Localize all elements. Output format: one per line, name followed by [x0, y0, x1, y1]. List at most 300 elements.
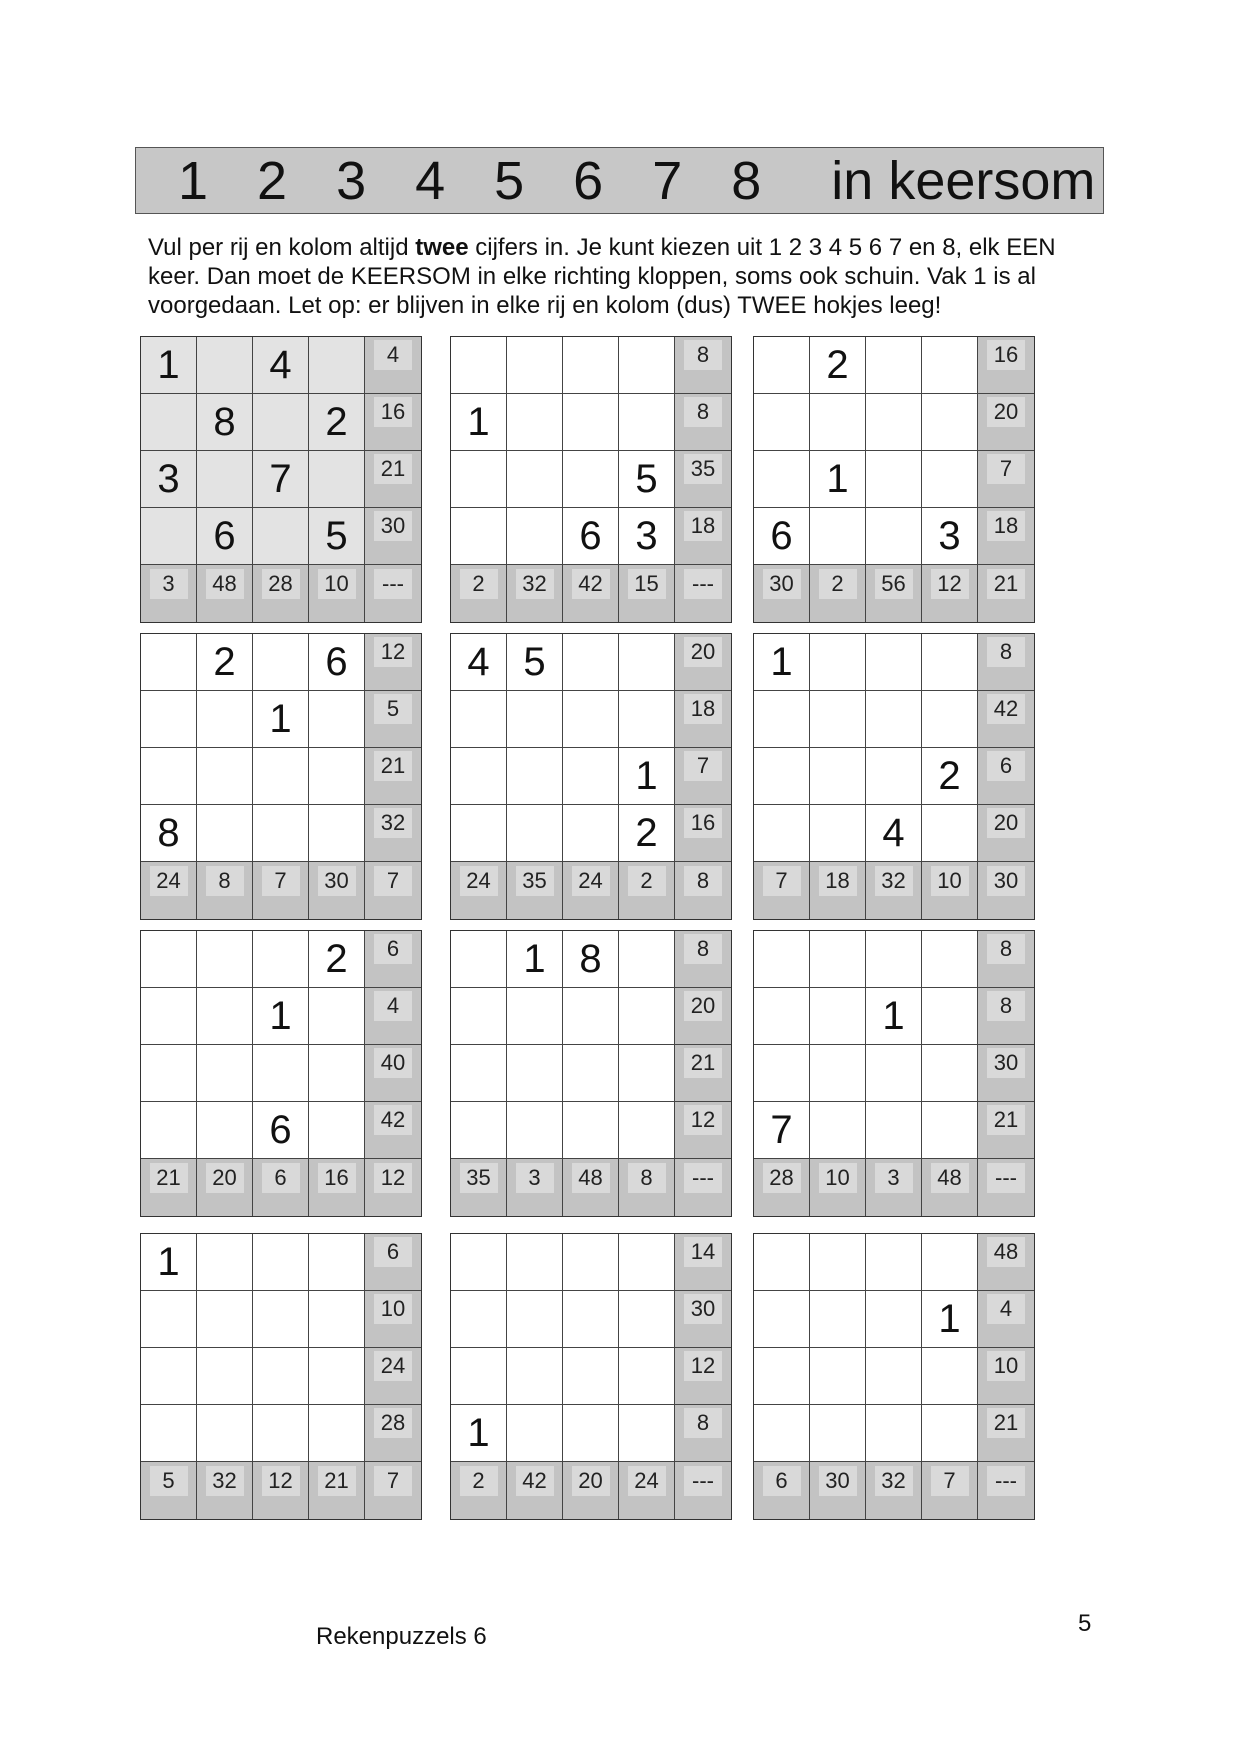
empty-cell[interactable]	[141, 1348, 197, 1405]
column-product-value: 12	[931, 569, 969, 599]
footer-text: Rekenpuzzels 6	[316, 1623, 487, 1650]
empty-cell[interactable]	[922, 1234, 978, 1291]
empty-cell[interactable]	[507, 1348, 563, 1405]
empty-cell[interactable]	[451, 988, 507, 1045]
column-product-clue	[563, 1159, 619, 1216]
column-product-clue	[197, 1462, 253, 1519]
empty-cell[interactable]	[507, 337, 563, 394]
empty-cell[interactable]	[754, 931, 810, 988]
empty-cell[interactable]	[563, 1348, 619, 1405]
empty-cell[interactable]	[253, 508, 309, 565]
column-product-clue	[563, 565, 619, 622]
column-product-clue	[619, 1159, 675, 1216]
column-product-value: 56	[875, 569, 913, 599]
column-product-value: 6	[262, 1163, 300, 1193]
empty-cell[interactable]	[810, 1234, 866, 1291]
empty-cell[interactable]	[563, 748, 619, 805]
puzzle-grid	[450, 336, 732, 623]
empty-cell[interactable]	[922, 1405, 978, 1462]
empty-cell[interactable]	[253, 748, 309, 805]
diagonal-product-clue	[675, 1462, 731, 1519]
empty-cell[interactable]	[253, 1234, 309, 1291]
empty-cell[interactable]	[141, 634, 197, 691]
row-product-value: 10	[987, 1351, 1025, 1381]
empty-cell[interactable]	[563, 988, 619, 1045]
empty-cell[interactable]	[309, 451, 365, 508]
empty-cell[interactable]	[451, 1045, 507, 1102]
row-product-clue	[978, 1045, 1034, 1102]
diagonal-product-clue	[675, 862, 731, 919]
empty-cell[interactable]	[563, 691, 619, 748]
diagonal-product-clue	[365, 1159, 421, 1216]
column-product-value: 5	[150, 1466, 188, 1496]
empty-cell[interactable]	[507, 1102, 563, 1159]
empty-cell[interactable]	[451, 451, 507, 508]
row-product-clue	[675, 988, 731, 1045]
column-product-clue	[253, 1462, 309, 1519]
given-digit-cell: 1	[922, 1291, 978, 1348]
empty-cell[interactable]	[866, 1405, 922, 1462]
column-product-value: 42	[572, 569, 610, 599]
column-product-value: 24	[628, 1466, 666, 1496]
empty-cell[interactable]	[141, 1045, 197, 1102]
column-product-clue	[866, 565, 922, 622]
puzzle-grid	[140, 336, 422, 623]
empty-cell[interactable]	[866, 508, 922, 565]
row-product-value: 20	[684, 637, 722, 667]
column-product-value: 7	[931, 1466, 969, 1496]
empty-cell[interactable]	[563, 451, 619, 508]
empty-cell[interactable]	[866, 634, 922, 691]
given-digit-cell: 1	[141, 337, 197, 394]
empty-cell[interactable]	[563, 1102, 619, 1159]
empty-cell[interactable]	[563, 394, 619, 451]
column-product-value: 30	[763, 569, 801, 599]
row-product-clue	[365, 508, 421, 565]
row-product-clue	[978, 1405, 1034, 1462]
column-product-clue	[922, 862, 978, 919]
empty-cell[interactable]	[866, 337, 922, 394]
empty-cell[interactable]	[810, 1291, 866, 1348]
row-product-clue	[978, 748, 1034, 805]
diagonal-product-value: 7	[374, 1466, 412, 1496]
empty-cell[interactable]	[253, 634, 309, 691]
puzzle-grid	[450, 1233, 732, 1520]
column-product-value: 2	[819, 569, 857, 599]
column-product-clue	[253, 1159, 309, 1216]
column-product-value: 8	[628, 1163, 666, 1193]
column-product-clue	[754, 565, 810, 622]
empty-cell[interactable]	[197, 1405, 253, 1462]
empty-cell[interactable]	[866, 394, 922, 451]
puzzle-grid	[140, 633, 422, 920]
column-product-value: 15	[628, 569, 666, 599]
row-product-clue	[365, 988, 421, 1045]
empty-cell[interactable]	[197, 748, 253, 805]
column-product-clue	[754, 1159, 810, 1216]
given-digit-cell: 2	[922, 748, 978, 805]
column-product-value: 35	[460, 1163, 498, 1193]
empty-cell[interactable]	[810, 508, 866, 565]
empty-cell[interactable]	[922, 1102, 978, 1159]
column-product-clue	[866, 1462, 922, 1519]
column-product-value: 24	[460, 866, 498, 896]
empty-cell[interactable]	[754, 691, 810, 748]
row-product-value: 30	[684, 1294, 722, 1324]
row-product-clue	[675, 748, 731, 805]
empty-cell[interactable]	[507, 988, 563, 1045]
row-product-value: 21	[374, 454, 412, 484]
row-product-value: 4	[987, 1294, 1025, 1324]
empty-cell[interactable]	[507, 451, 563, 508]
column-product-value: 35	[516, 866, 554, 896]
row-product-clue	[365, 691, 421, 748]
given-digit-cell: 1	[253, 691, 309, 748]
given-digit-cell: 6	[309, 634, 365, 691]
row-product-clue	[978, 394, 1034, 451]
empty-cell[interactable]	[309, 1348, 365, 1405]
empty-cell[interactable]	[507, 748, 563, 805]
row-product-clue	[365, 748, 421, 805]
given-digit-cell: 1	[451, 394, 507, 451]
empty-cell[interactable]	[197, 451, 253, 508]
empty-cell[interactable]	[141, 394, 197, 451]
given-digit-cell: 8	[563, 931, 619, 988]
empty-cell[interactable]	[810, 748, 866, 805]
diagonal-product-value: 30	[987, 866, 1025, 896]
row-product-value: 8	[987, 991, 1025, 1021]
empty-cell[interactable]	[309, 1102, 365, 1159]
empty-cell[interactable]	[451, 337, 507, 394]
instructions-part1: Vul per rij en kolom altijd	[148, 234, 416, 261]
empty-cell[interactable]	[922, 988, 978, 1045]
empty-cell[interactable]	[866, 931, 922, 988]
empty-cell[interactable]	[754, 1234, 810, 1291]
empty-cell[interactable]	[309, 1045, 365, 1102]
empty-cell[interactable]	[253, 1291, 309, 1348]
column-product-clue	[563, 1462, 619, 1519]
empty-cell[interactable]	[563, 1405, 619, 1462]
column-product-clue	[810, 862, 866, 919]
empty-cell[interactable]	[754, 394, 810, 451]
empty-cell[interactable]	[754, 1405, 810, 1462]
empty-cell[interactable]	[253, 805, 309, 862]
given-digit-cell: 2	[309, 394, 365, 451]
empty-cell[interactable]	[619, 634, 675, 691]
empty-cell[interactable]	[619, 988, 675, 1045]
empty-cell[interactable]	[754, 1291, 810, 1348]
empty-cell[interactable]	[507, 1291, 563, 1348]
row-product-clue	[675, 931, 731, 988]
column-product-value: 48	[931, 1163, 969, 1193]
given-digit-cell: 1	[810, 451, 866, 508]
empty-cell[interactable]	[309, 748, 365, 805]
empty-cell[interactable]	[866, 1348, 922, 1405]
empty-cell[interactable]	[309, 337, 365, 394]
empty-cell[interactable]	[451, 805, 507, 862]
empty-cell[interactable]	[619, 1234, 675, 1291]
row-product-value: 14	[684, 1237, 722, 1267]
empty-cell[interactable]	[197, 1291, 253, 1348]
empty-cell[interactable]	[141, 931, 197, 988]
empty-cell[interactable]	[619, 1102, 675, 1159]
empty-cell[interactable]	[197, 931, 253, 988]
empty-cell[interactable]	[451, 1291, 507, 1348]
row-product-clue	[675, 1348, 731, 1405]
diagonal-product-value: ---	[987, 1163, 1025, 1193]
row-product-clue	[675, 691, 731, 748]
empty-cell[interactable]	[619, 1291, 675, 1348]
empty-cell[interactable]	[922, 634, 978, 691]
empty-cell[interactable]	[141, 1291, 197, 1348]
row-product-value: 7	[987, 454, 1025, 484]
empty-cell[interactable]	[197, 1348, 253, 1405]
empty-cell[interactable]	[922, 1348, 978, 1405]
empty-cell[interactable]	[754, 1045, 810, 1102]
column-product-value: 8	[206, 866, 244, 896]
empty-cell[interactable]	[866, 451, 922, 508]
row-product-clue	[365, 634, 421, 691]
empty-cell[interactable]	[141, 1405, 197, 1462]
row-product-value: 32	[374, 808, 412, 838]
empty-cell[interactable]	[810, 1045, 866, 1102]
row-product-value: 18	[684, 511, 722, 541]
empty-cell[interactable]	[197, 337, 253, 394]
diagonal-product-value: ---	[684, 1466, 722, 1496]
diagonal-product-clue	[675, 1159, 731, 1216]
empty-cell[interactable]	[619, 1405, 675, 1462]
puzzle-grid	[753, 633, 1035, 920]
column-product-value: 18	[819, 866, 857, 896]
empty-cell[interactable]	[810, 691, 866, 748]
empty-cell[interactable]	[563, 805, 619, 862]
given-digit-cell: 1	[141, 1234, 197, 1291]
empty-cell[interactable]	[507, 1234, 563, 1291]
empty-cell[interactable]	[922, 805, 978, 862]
empty-cell[interactable]	[451, 691, 507, 748]
instructions-part2: cijfers in. Je kunt kiezen uit 1 2 3 4 5 6 7 en 8, elk EEN keer. Dan moet de KEERSOM in elke richting kloppen, soms ook schuin. Vak 1 is al voorgedaan. Let op: er blijven in elke rij en kolom (dus) TWEE hokjes leeg!	[148, 234, 1056, 319]
row-product-clue	[675, 1405, 731, 1462]
row-product-clue	[978, 1291, 1034, 1348]
given-digit-cell: 8	[197, 394, 253, 451]
empty-cell[interactable]	[309, 988, 365, 1045]
row-product-value: 8	[684, 934, 722, 964]
empty-cell[interactable]	[451, 1234, 507, 1291]
row-product-clue	[978, 988, 1034, 1045]
given-digit-cell: 2	[619, 805, 675, 862]
column-product-clue	[507, 1159, 563, 1216]
empty-cell[interactable]	[810, 988, 866, 1045]
row-product-value: 30	[374, 511, 412, 541]
row-product-value: 16	[684, 808, 722, 838]
row-product-value: 21	[374, 751, 412, 781]
empty-cell[interactable]	[810, 1405, 866, 1462]
empty-cell[interactable]	[253, 1045, 309, 1102]
column-product-clue	[507, 1462, 563, 1519]
column-product-clue	[253, 565, 309, 622]
empty-cell[interactable]	[619, 1045, 675, 1102]
row-product-value: 40	[374, 1048, 412, 1078]
empty-cell[interactable]	[563, 337, 619, 394]
empty-cell[interactable]	[451, 931, 507, 988]
row-product-value: 12	[374, 637, 412, 667]
given-digit-cell: 2	[810, 337, 866, 394]
column-product-clue	[451, 862, 507, 919]
column-product-clue	[866, 1159, 922, 1216]
empty-cell[interactable]	[507, 691, 563, 748]
column-product-value: 2	[460, 1466, 498, 1496]
empty-cell[interactable]	[197, 988, 253, 1045]
empty-cell[interactable]	[253, 931, 309, 988]
empty-cell[interactable]	[309, 1291, 365, 1348]
diagonal-product-clue	[978, 1159, 1034, 1216]
empty-cell[interactable]	[563, 1045, 619, 1102]
row-product-clue	[675, 805, 731, 862]
empty-cell[interactable]	[810, 634, 866, 691]
empty-cell[interactable]	[922, 337, 978, 394]
given-digit-cell: 7	[253, 451, 309, 508]
column-product-clue	[141, 1462, 197, 1519]
row-product-clue	[978, 1234, 1034, 1291]
empty-cell[interactable]	[866, 1045, 922, 1102]
empty-cell[interactable]	[754, 805, 810, 862]
row-product-value: 20	[987, 808, 1025, 838]
empty-cell[interactable]	[810, 805, 866, 862]
column-product-clue	[810, 565, 866, 622]
empty-cell[interactable]	[866, 748, 922, 805]
empty-cell[interactable]	[309, 805, 365, 862]
empty-cell[interactable]	[563, 1291, 619, 1348]
column-product-clue	[451, 565, 507, 622]
empty-cell[interactable]	[619, 691, 675, 748]
empty-cell[interactable]	[754, 337, 810, 394]
empty-cell[interactable]	[507, 394, 563, 451]
empty-cell[interactable]	[619, 394, 675, 451]
empty-cell[interactable]	[309, 1234, 365, 1291]
empty-cell[interactable]	[141, 988, 197, 1045]
empty-cell[interactable]	[866, 1291, 922, 1348]
given-digit-cell: 1	[451, 1405, 507, 1462]
empty-cell[interactable]	[253, 1405, 309, 1462]
row-product-clue	[365, 1102, 421, 1159]
empty-cell[interactable]	[507, 1045, 563, 1102]
puzzle-grid	[753, 930, 1035, 1217]
given-digit-cell: 1	[507, 931, 563, 988]
column-product-value: 30	[318, 866, 356, 896]
row-product-clue	[365, 931, 421, 988]
empty-cell[interactable]	[451, 748, 507, 805]
diagonal-product-value: ---	[684, 569, 722, 599]
column-product-clue	[922, 1159, 978, 1216]
empty-cell[interactable]	[754, 1348, 810, 1405]
empty-cell[interactable]	[451, 1348, 507, 1405]
page-number: 5	[1078, 1610, 1092, 1637]
empty-cell[interactable]	[922, 394, 978, 451]
column-product-value: 7	[763, 866, 801, 896]
empty-cell[interactable]	[141, 691, 197, 748]
column-product-clue	[309, 1462, 365, 1519]
column-product-value: 3	[516, 1163, 554, 1193]
given-digit-cell: 6	[754, 508, 810, 565]
empty-cell[interactable]	[507, 508, 563, 565]
empty-cell[interactable]	[141, 508, 197, 565]
empty-cell[interactable]	[810, 1102, 866, 1159]
empty-cell[interactable]	[507, 1405, 563, 1462]
empty-cell[interactable]	[197, 1102, 253, 1159]
empty-cell[interactable]	[810, 1348, 866, 1405]
empty-cell[interactable]	[451, 1102, 507, 1159]
empty-cell[interactable]	[866, 1102, 922, 1159]
given-digit-cell: 6	[563, 508, 619, 565]
empty-cell[interactable]	[141, 1102, 197, 1159]
empty-cell[interactable]	[754, 748, 810, 805]
empty-cell[interactable]	[810, 394, 866, 451]
empty-cell[interactable]	[922, 1045, 978, 1102]
instructions	[148, 233, 1108, 320]
row-product-value: 8	[987, 934, 1025, 964]
column-product-clue	[866, 862, 922, 919]
column-product-clue	[451, 1462, 507, 1519]
column-product-clue	[619, 862, 675, 919]
empty-cell[interactable]	[922, 691, 978, 748]
column-product-value: 3	[150, 569, 188, 599]
given-digit-cell: 4	[866, 805, 922, 862]
empty-cell[interactable]	[866, 1234, 922, 1291]
column-product-value: 2	[628, 866, 666, 896]
column-product-clue	[507, 565, 563, 622]
empty-cell[interactable]	[197, 691, 253, 748]
empty-cell[interactable]	[253, 394, 309, 451]
empty-cell[interactable]	[810, 931, 866, 988]
empty-cell[interactable]	[197, 805, 253, 862]
given-digit-cell: 1	[253, 988, 309, 1045]
empty-cell[interactable]	[922, 451, 978, 508]
puzzle-grid	[450, 930, 732, 1217]
given-digit-cell: 5	[309, 508, 365, 565]
empty-cell[interactable]	[451, 508, 507, 565]
column-product-clue	[309, 1159, 365, 1216]
empty-cell[interactable]	[563, 634, 619, 691]
empty-cell[interactable]	[619, 337, 675, 394]
row-product-clue	[675, 1234, 731, 1291]
empty-cell[interactable]	[141, 748, 197, 805]
puzzle-grid	[140, 1233, 422, 1520]
empty-cell[interactable]	[754, 988, 810, 1045]
diagonal-product-clue	[365, 862, 421, 919]
column-product-value: 10	[931, 866, 969, 896]
column-product-clue	[141, 1159, 197, 1216]
title-suffix: in keersom	[831, 150, 1096, 211]
empty-cell[interactable]	[197, 1234, 253, 1291]
empty-cell[interactable]	[754, 451, 810, 508]
empty-cell[interactable]	[619, 1348, 675, 1405]
row-product-value: 6	[374, 1237, 412, 1267]
empty-cell[interactable]	[619, 931, 675, 988]
empty-cell[interactable]	[309, 691, 365, 748]
empty-cell[interactable]	[197, 1045, 253, 1102]
row-product-clue	[365, 394, 421, 451]
row-product-clue	[675, 337, 731, 394]
row-product-clue	[675, 394, 731, 451]
puzzle-grid	[753, 336, 1035, 623]
puzzle-grid	[140, 930, 422, 1217]
empty-cell[interactable]	[253, 1348, 309, 1405]
empty-cell[interactable]	[309, 1405, 365, 1462]
empty-cell[interactable]	[507, 805, 563, 862]
empty-cell[interactable]	[866, 691, 922, 748]
empty-cell[interactable]	[922, 931, 978, 988]
empty-cell[interactable]	[563, 1234, 619, 1291]
